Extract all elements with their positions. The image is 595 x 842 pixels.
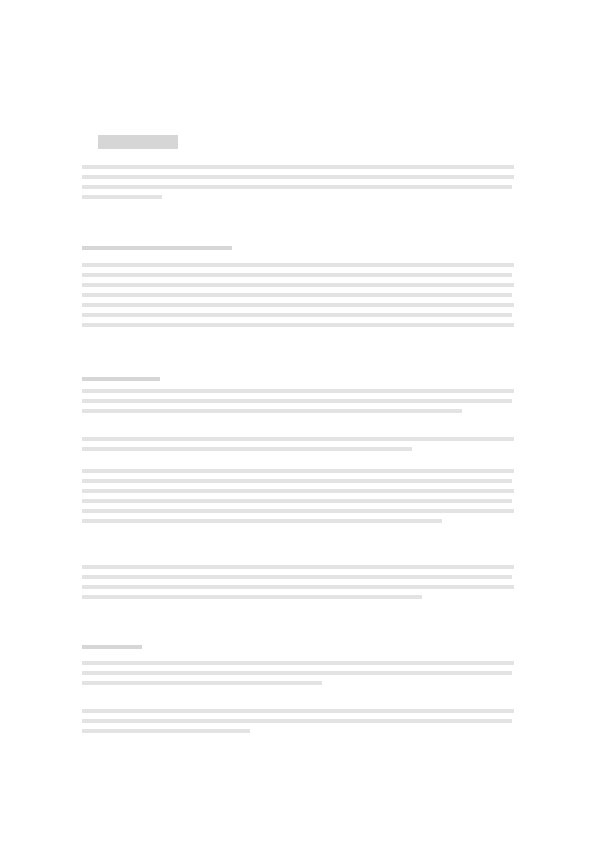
paragraph-line	[82, 729, 250, 733]
section-3-paragraph-1	[82, 656, 514, 691]
paragraph-line	[82, 681, 322, 685]
paragraph-line	[82, 519, 442, 523]
paragraph-line	[82, 293, 512, 297]
section-1-paragraph-1	[82, 258, 514, 333]
paragraph-line	[82, 479, 512, 483]
paragraph-line	[82, 195, 162, 199]
paragraph-line	[82, 661, 514, 665]
paragraph-line	[82, 671, 512, 675]
section-1	[82, 244, 514, 250]
paragraph-line	[82, 469, 514, 473]
paragraph-line	[82, 303, 514, 307]
section-3-paragraph-2	[82, 704, 514, 739]
section-heading	[82, 377, 160, 381]
paragraph-line	[82, 323, 514, 327]
paragraph-line	[82, 489, 514, 493]
section-heading	[82, 246, 232, 250]
paragraph-line	[82, 313, 512, 317]
paragraph-line	[82, 575, 512, 579]
paragraph-line	[82, 437, 514, 441]
section-2	[82, 375, 514, 381]
paragraph-line	[82, 263, 514, 267]
section-2-paragraph-3	[82, 464, 514, 529]
paragraph-line	[82, 185, 512, 189]
paragraph-line	[82, 565, 514, 569]
paragraph-line	[82, 509, 514, 513]
paragraph-line	[82, 499, 512, 503]
paragraph-line	[82, 409, 462, 413]
paragraph-line	[82, 165, 514, 169]
paragraph-line	[82, 283, 514, 287]
section-heading	[82, 645, 142, 649]
paragraph-line	[82, 447, 412, 451]
intro-paragraph	[82, 160, 514, 205]
paragraph-line	[82, 399, 512, 403]
section-2-paragraph-2	[82, 432, 514, 457]
paragraph-line	[82, 389, 514, 393]
paragraph-line	[82, 273, 512, 277]
paragraph-line	[82, 709, 514, 713]
paragraph-line	[82, 719, 512, 723]
section-2-paragraph-1	[82, 384, 514, 419]
paragraph-line	[82, 595, 422, 599]
paragraph-line	[82, 585, 514, 589]
section-2-paragraph-4	[82, 560, 514, 605]
document-title	[98, 135, 178, 149]
section-3	[82, 643, 514, 649]
paragraph-line	[82, 175, 514, 179]
